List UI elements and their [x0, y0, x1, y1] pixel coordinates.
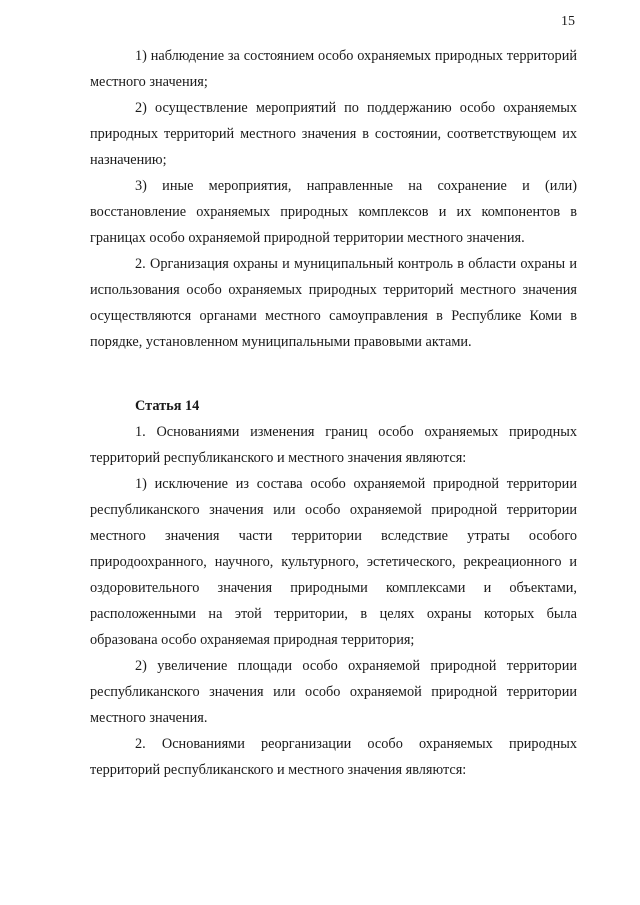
- article-list-item-1: 1) исключение из состава особо охраняемой природной территории республиканского значения или особо охраняемой природной территории местного значения части территории вследствие утраты особого природоохранного, научного, культурного, эстетического, рекреационного и оздоровительного значения природными комплексами и объектами, расположенными на этой территории, в целях охраны которых была образована особо охраняемая природная территория;: [90, 476, 577, 648]
- article-list-item-2: 2) увеличение площади особо охраняемой природной территории республиканского значения или особо охраняемой природной территории местного значения.: [90, 658, 577, 726]
- page-number: 15: [561, 14, 575, 29]
- article-paragraph-1: 1. Основаниями изменения границ особо охраняемых природных территорий республиканского и местного значения являются:: [90, 424, 577, 466]
- article-paragraph-2: 2. Основаниями реорганизации особо охраняемых природных территорий республиканского и местного значения являются:: [90, 736, 577, 778]
- document-body: [90, 43, 577, 783]
- article-heading: Статья 14: [135, 398, 200, 414]
- paragraph-section-2: 2. Организация охраны и муниципальный контроль в области охраны и использования особо охраняемых природных территорий местного значения осуществляются органами местного самоуправления в Республике Коми в порядке, установленном муниципальными правовыми актами.: [90, 256, 577, 350]
- list-item-1: 1) наблюдение за состоянием особо охраняемых природных территорий местного значения;: [90, 48, 577, 90]
- list-item-3: 3) иные мероприятия, направленные на сохранение и (или) восстановление охраняемых природных комплексов и их компонентов в границах особо охраняемой природной территории местного значения.: [90, 178, 577, 246]
- list-item-2: 2) осуществление мероприятий по поддержанию особо охраняемых природных территорий местного значения в состоянии, соответствующем их назначению;: [90, 100, 577, 168]
